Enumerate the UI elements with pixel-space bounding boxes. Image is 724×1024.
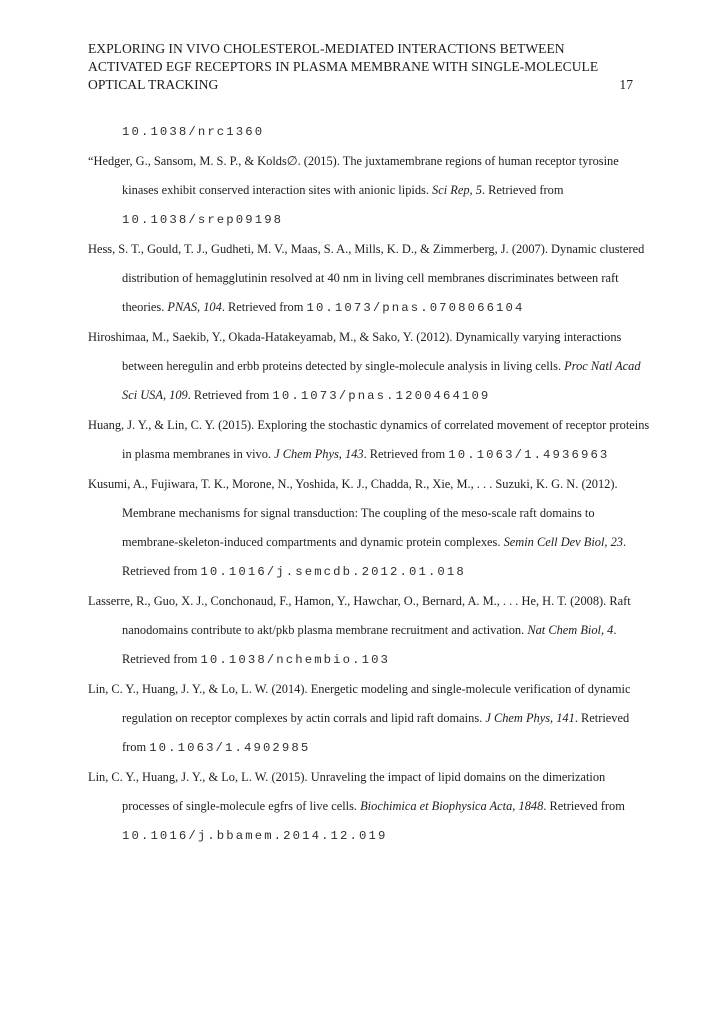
- reference-entry-3: [88, 323, 650, 411]
- doi-text: 10.1063/1.4936963: [448, 448, 610, 462]
- running-head: [88, 40, 633, 94]
- reference-text: . Retrieved from: [543, 799, 625, 813]
- reference-text: . Retrieved from: [187, 388, 273, 402]
- reference-entry-5: [88, 470, 650, 587]
- running-head-line-1: EXPLORING IN VIVO CHOLESTEROL-MEDIATED INTERACTIONS BETWEEN: [88, 41, 565, 56]
- journal-title: J Chem Phys, 141: [485, 711, 575, 725]
- reference-text: Lin, C. Y., Huang, J. Y., & Lo, L. W. (2015). Unraveling the impact of lipid domains on the dimerization processes of single-molecule egfrs of live cells.: [88, 770, 606, 813]
- running-head-line-3: [88, 76, 633, 94]
- reference-text: Hess, S. T., Gould, T. J., Gudheti, M. V., Maas, S. A., Mills, K. D., & Zimmerberg, J. (2007). Dynamic clustered distribution of hemagglutinin resolved at 40 nm in living cell membranes discriminates between raft theories.: [88, 242, 645, 314]
- journal-title: Proc Natl Acad Sci USA, 109: [122, 359, 641, 402]
- reference-text: . Retrieved from: [122, 623, 617, 666]
- journal-title: Sci Rep, 5: [432, 183, 482, 197]
- journal-title: PNAS, 104: [167, 300, 222, 314]
- reference-continuation: [88, 117, 650, 147]
- running-head-title-tail: OPTICAL TRACKING: [88, 77, 219, 92]
- running-head-line-2: ACTIVATED EGF RECEPTORS IN PLASMA MEMBRANE WITH SINGLE-MOLECULE: [88, 59, 599, 74]
- reference-entry-7: [88, 675, 650, 763]
- doi-text: 10.1038/nchembio.103: [200, 653, 391, 667]
- reference-text: . Retrieved from: [481, 183, 564, 197]
- doi-text: 10.1073/pnas.1200464109: [272, 389, 491, 403]
- reference-text: . Retrieved from: [122, 535, 627, 578]
- reference-text: Hiroshimaa, M., Saekib, Y., Okada-Hatakeyamab, M., & Sako, Y. (2012). Dynamically varying interactions between heregulin and erbb proteins detected by single-molecule analysis in living cells.: [88, 330, 622, 373]
- doi-text: 10.1016/j.semcdb.2012.01.018: [200, 565, 466, 579]
- doi-text: 10.1063/1.4902985: [149, 741, 311, 755]
- reference-text: Huang, J. Y., & Lin, C. Y. (2015). Exploring the stochastic dynamics of correlated movement of receptor proteins in plasma membranes in vivo.: [88, 418, 650, 461]
- reference-text: “Hedger, G., Sansom, M. S. P., & Kolds∅. (2015). The juxtamembrane regions of human receptor tyrosine kinases exhibit conserved interaction sites with anionic lipids.: [88, 154, 619, 197]
- journal-title: Nat Chem Biol, 4: [527, 623, 614, 637]
- reference-entry-2: [88, 235, 650, 323]
- doi-text: 10.1073/pnas.0708066104: [306, 301, 525, 315]
- reference-text: . Retrieved from: [221, 300, 307, 314]
- journal-title: Biochimica et Biophysica Acta, 1848: [360, 799, 544, 813]
- reference-text: Lasserre, R., Guo, X. J., Conchonaud, F., Hamon, Y., Hawchar, O., Bernard, A. M., . . . He, H. T. (2008). Raft nanodomains contribute to akt/pkb plasma membrane recruitment and activation.: [88, 594, 631, 637]
- reference-text: Kusumi, A., Fujiwara, T. K., Morone, N., Yoshida, K. J., Chadda, R., Xie, M., . . . Suzuki, K. G. N. (2012). Membrane mechanisms for signal transduction: The coupling of the meso-scale raft domains to membrane-skeleton-induced compartments and dynamic protein complexes.: [88, 477, 618, 549]
- journal-title: J Chem Phys, 143: [274, 447, 364, 461]
- reference-text: Lin, C. Y., Huang, J. Y., & Lo, L. W. (2014). Energetic modeling and single-molecule verification of dynamic regulation on receptor complexes by actin corrals and lipid raft domains.: [88, 682, 631, 725]
- reference-entry-1: [88, 147, 650, 235]
- journal-title: Semin Cell Dev Biol, 23: [503, 535, 623, 549]
- doi-text: 10.1016/j.bbamem.2014.12.019: [122, 829, 388, 843]
- reference-entry-6: [88, 587, 650, 675]
- reference-entry-4: [88, 411, 650, 470]
- reference-text: . Retrieved from: [363, 447, 449, 461]
- reference-text: . Retrieved from: [122, 711, 630, 754]
- reference-entry-8: [88, 763, 650, 851]
- page-number: 17: [619, 77, 633, 92]
- doi-text: 10.1038/nrc1360: [122, 125, 265, 139]
- doi-text: 10.1038/srep09198: [122, 213, 284, 227]
- references-list: [88, 117, 650, 851]
